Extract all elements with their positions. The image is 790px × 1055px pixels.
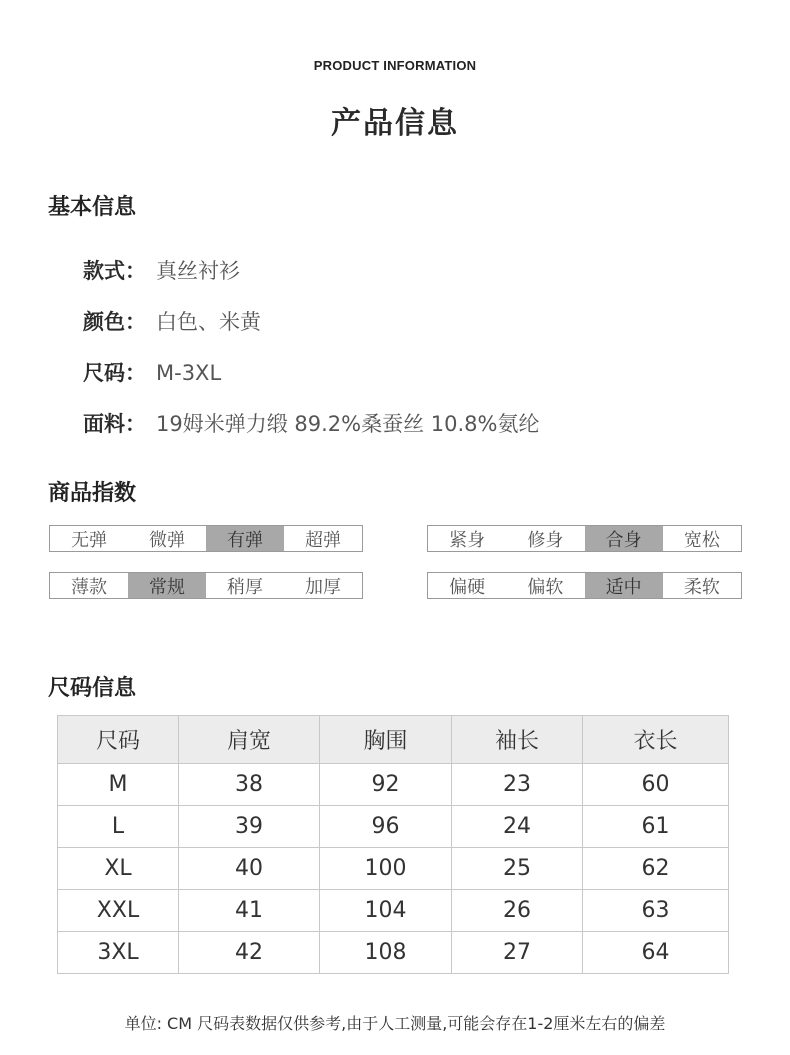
table-row: [58, 932, 729, 974]
table-cell: 3XL: [58, 932, 179, 974]
scale-option: 常规: [128, 573, 206, 598]
softness-scale: [427, 572, 742, 599]
table-cell: 25: [452, 848, 583, 890]
table-cell: 60: [583, 764, 729, 806]
size-footnote: 单位: CM 尺码表数据仅供参考,由于人工测量,可能会存在1-2厘米左右的偏差: [124, 1014, 666, 1033]
info-row-size: [83, 357, 221, 387]
table-cell: 62: [583, 848, 729, 890]
table-cell: 64: [583, 932, 729, 974]
table-cell: 40: [179, 848, 320, 890]
scale-option: 偏硬: [449, 576, 486, 598]
table-cell: L: [58, 806, 179, 848]
table-row: [58, 890, 729, 932]
info-value: 19姆米弹力缎 89.2%桑蚕丝 10.8%氨纶: [156, 412, 540, 436]
info-label: 颜色：: [83, 310, 146, 334]
table-row: [58, 806, 729, 848]
table-cell: 27: [452, 932, 583, 974]
scale-option: 紧身: [449, 529, 486, 551]
table-cell: 63: [583, 890, 729, 932]
table-row: [58, 764, 729, 806]
scale-option: 微弹: [149, 529, 185, 551]
table-cell: 39: [179, 806, 320, 848]
table-cell: XL: [58, 848, 179, 890]
info-label: 款式：: [83, 259, 146, 283]
table-header-row: [58, 716, 729, 764]
scale-option: 稍厚: [227, 576, 263, 598]
table-row: [58, 848, 729, 890]
table-cell: 23: [452, 764, 583, 806]
table-cell: 26: [452, 890, 583, 932]
table-cell: 41: [179, 890, 320, 932]
fit-scale: [427, 525, 742, 552]
column-header: 袖长: [452, 716, 583, 764]
page-title: 产品信息: [331, 106, 459, 141]
size-table: [57, 715, 729, 974]
thickness-scale: [49, 572, 363, 599]
table-cell: 100: [320, 848, 452, 890]
info-row-fabric: [83, 408, 540, 438]
column-header: 衣长: [583, 716, 729, 764]
scale-option: 柔软: [683, 576, 720, 598]
scale-option: 无弹: [71, 529, 107, 551]
scale-option: 修身: [527, 529, 564, 551]
basic-info-heading: 基本信息: [48, 195, 137, 220]
column-header: 尺码: [58, 716, 179, 764]
table-cell: 61: [583, 806, 729, 848]
column-header: 胸围: [320, 716, 452, 764]
info-value: 白色、米黄: [156, 310, 261, 334]
elasticity-scale: [49, 525, 363, 552]
info-label: 尺码：: [83, 361, 146, 385]
table-cell: 96: [320, 806, 452, 848]
table-cell: 24: [452, 806, 583, 848]
scale-option: 适中: [585, 573, 663, 598]
scale-option: 超弹: [305, 529, 341, 551]
page-subtitle-en: PRODUCT INFORMATION: [313, 58, 477, 73]
product-index-heading: 商品指数: [48, 481, 137, 506]
scale-option: 有弹: [206, 526, 284, 551]
scale-option: 加厚: [305, 576, 341, 598]
scale-option: 偏软: [527, 576, 564, 598]
column-header: 肩宽: [179, 716, 320, 764]
info-value: M-3XL: [156, 361, 222, 385]
table-cell: 104: [320, 890, 452, 932]
table-cell: XXL: [58, 890, 179, 932]
table-cell: 92: [320, 764, 452, 806]
table-cell: 42: [179, 932, 320, 974]
info-row-style: [83, 255, 240, 285]
scale-option: 合身: [585, 526, 663, 551]
info-label: 面料：: [83, 412, 146, 436]
info-value: 真丝衬衫: [156, 259, 240, 283]
scale-option: 薄款: [71, 576, 107, 598]
table-cell: M: [58, 764, 179, 806]
info-row-color: [83, 306, 261, 336]
table-cell: 108: [320, 932, 452, 974]
scale-option: 宽松: [683, 529, 720, 551]
table-cell: 38: [179, 764, 320, 806]
size-info-heading: 尺码信息: [48, 676, 137, 701]
